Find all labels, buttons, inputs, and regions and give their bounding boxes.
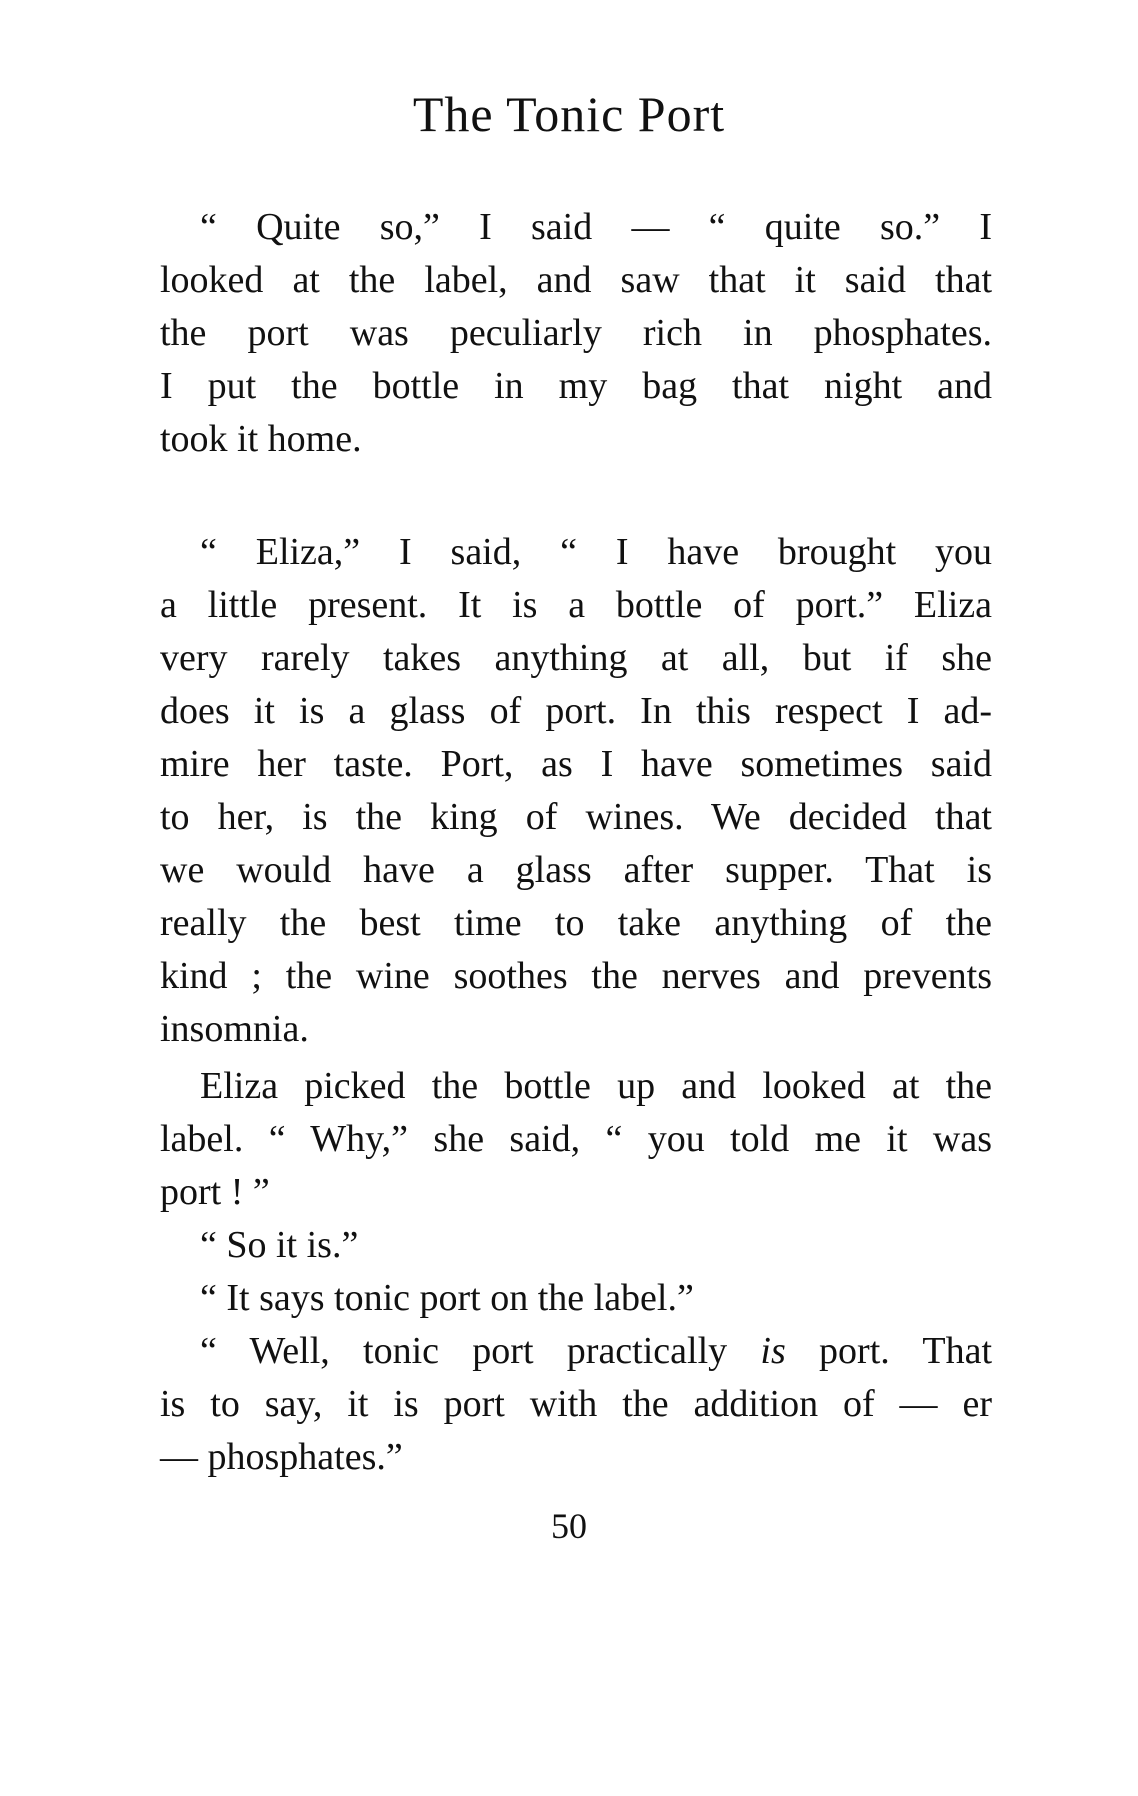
paragraphs-3-to-6 — [160, 1060, 992, 1484]
text-line: insomnia. — [160, 1008, 309, 1050]
text-line: “ Eliza,” I said, “ I have brought you — [200, 531, 992, 573]
text-line: kind ; the wine soothes the nerves and prevents — [160, 955, 992, 997]
text-line: is to say, it is port with the addition of — er — [160, 1383, 992, 1425]
text-line: the port was peculiarly rich in phosphates. — [160, 312, 992, 354]
text-line: “ So it is.” — [200, 1224, 359, 1266]
text-line: label. “ Why,” she said, “ you told me it was — [160, 1118, 992, 1160]
text-line: we would have a glass after supper. That is — [160, 849, 992, 891]
text-line: “ It says tonic port on the label.” — [200, 1277, 694, 1319]
text-line — [160, 1325, 992, 1378]
text-run: “ Well, tonic port practically — [200, 1330, 761, 1372]
emphasized-word: is — [760, 1330, 786, 1372]
running-head: The Tonic Port — [412, 86, 726, 142]
text-line: does it is a glass of port. In this respect I ad- — [160, 690, 992, 732]
text-line: took it home. — [160, 418, 362, 460]
paragraph-2 — [160, 526, 992, 1056]
text-line: very rarely takes anything at all, but if she — [160, 637, 992, 679]
text-line: mire her taste. Port, as I have sometimes said — [160, 743, 992, 785]
page-number: 50 — [551, 1506, 587, 1546]
text-line: to her, is the king of wines. We decided that — [160, 796, 992, 838]
paragraph-1 — [160, 201, 992, 466]
text-line: really the best time to take anything of the — [160, 902, 992, 944]
text-line: port ! ” — [160, 1171, 270, 1213]
text-line: “ Quite so,” I said — “ quite so.” I — [200, 206, 992, 248]
text-line: a little present. It is a bottle of port.” Eliza — [160, 584, 992, 626]
text-line: — phosphates.” — [160, 1436, 403, 1478]
text-line: looked at the label, and saw that it said that — [160, 259, 992, 301]
text-line: Eliza picked the bottle up and looked at the — [200, 1065, 992, 1107]
text-line: I put the bottle in my bag that night and — [160, 365, 992, 407]
text-run: port. That — [785, 1330, 992, 1372]
